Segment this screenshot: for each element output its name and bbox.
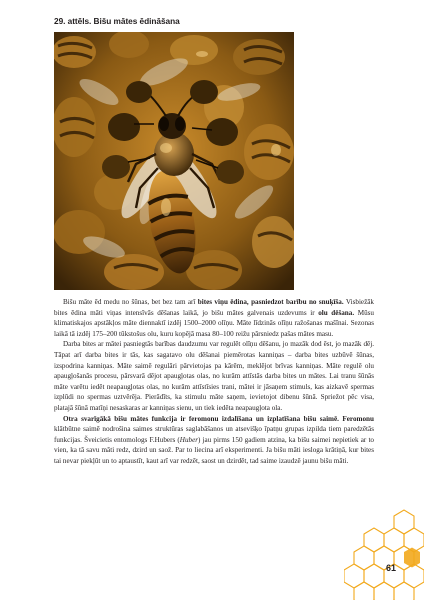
p3-italic-huber: Huber <box>179 435 199 444</box>
honeycomb-icon <box>344 504 424 600</box>
bee-queen-feeding-photo <box>54 32 294 290</box>
body-text <box>54 297 374 467</box>
p1-text-c: Visbiežāk bites ēdina māti viņas intensīvās dēšanas laikā, jo bišu mātes galvenais uzdevums ir <box>54 298 375 317</box>
figure-caption: 29. attēls. Bišu mātes ēdināšana <box>54 16 180 26</box>
paragraph-2: Darba bites ar mātei pasniegtās barības daudzumu var regulēt olīņu dēšanu, jo mazāk dod ēst, jo mazāk dēj. Tāpat arī darba bites ir tās, kas sagatavo olu dēšanai piemērotas kanniņas – darba bites uzbūvē šūnas, izspodrina kanniņas. Māte saimē regulāri pārvietojas pa kārēm, meklējot brīvas kanniņas. Māte regulē olu apaugļošanās procesu, pārsvarā dējot apaugļotas olas, no kurām attīstās darba bites un mātes. Lai tranu šūnās māte varētu iedēt neapaugļotas olas, no kurām attīstīsies trani, mātei ir jāsaņem stimuls, kas aizkavē spermas izplūdi no spermas uztvērēja. Pierādīts, ka stimulu māte saņem, ievietojot dibenu šūnā. Spriežot pēc visa, platajā šūnā matīņi nesaskaras ar kanniņas sienu, un tiek iedēta neapaugļota ola. <box>54 340 374 412</box>
page-number: 61 <box>385 563 396 573</box>
p1-bold-feeding: bites viņu ēdina, pasniedzot barību no snuķīša. <box>197 298 344 306</box>
bees-illustration <box>54 32 294 290</box>
p1-bold-egg-laying: olu dēšana. <box>318 308 355 317</box>
paragraph-1 <box>54 297 374 339</box>
p3-text-f: ) jau pirms 150 gadiem atzina, ka bišu saimei nepietiek ar to vien, ka tā savu māti redz, dzird un saož. Par to liecina arī eksperimenti. Ja bišu māti iesloga krātiņā, kur bites tai nevar piekļūt un to aptaustīt, kaut arī var redzēt, saost un dzirdēt, tad saime izaudzē jaunu bišu māti. <box>54 435 374 465</box>
paragraph-3 <box>54 414 374 467</box>
p1-text-a: Bišu māte ēd medu no šūnas, bet bez tam arī <box>63 298 198 306</box>
p3-bold-pheromones: Feromonu <box>342 414 374 423</box>
p1-text-e: Mūsu klimatiskajos apstākļos māte diennaktī izdēj 1500–2000 olīņu. Māte līdzinās olīņu ražošanas mašīnai. Sezonas laikā tā izdēj 175–200 tūkstošus olu, kuru kopējā masa 80–100 reižu pārsniedz pašas mātes masu. <box>54 308 374 338</box>
p3-bold-pheromone-function: Otra svarīgākā bišu mātes funkcija ir feromonu izdalīšana un izplatīšana bišu saimē. <box>63 414 339 423</box>
p3-text-d: klātbūtne saimē nodrošina saimes struktūras saglabāšanos un atsevišķo īpatņu grupas izpilda tiem paredzētās funkcijas. Šveicietis entomologs F.Hubers ( <box>54 425 374 444</box>
